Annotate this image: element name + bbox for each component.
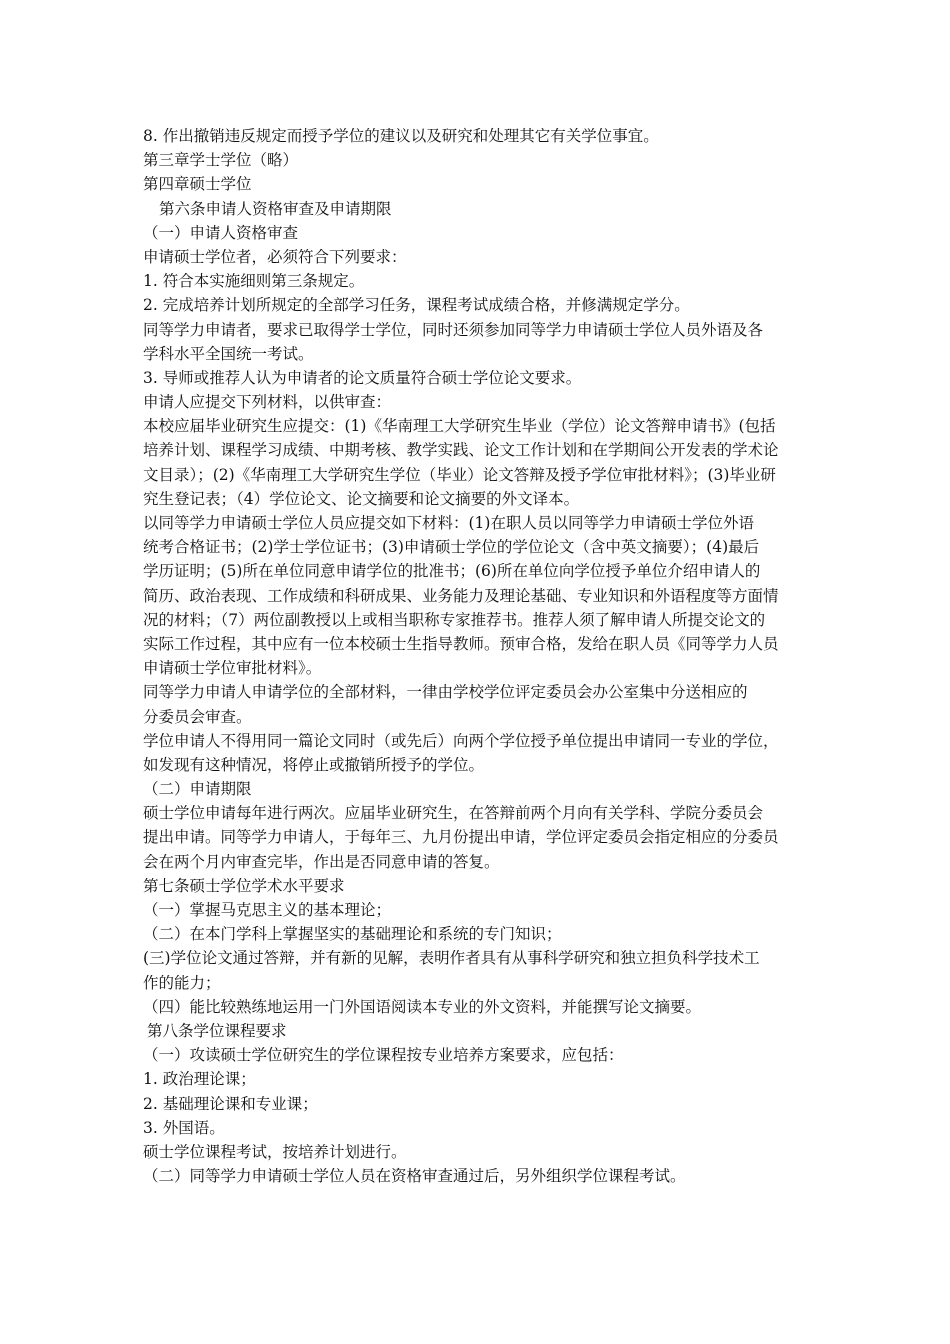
list-item: 2. 基础理论课和专业课； — [143, 1094, 318, 1113]
text-line: 学历证明；(5)所在单位同意申请学位的批准书；(6)所在单位向学位授予单位介绍申请人的 — [143, 562, 761, 581]
text-line: 简历、政治表现、工作成绩和科研成果、业务能力及理论基础、专业知识和外语程度等方面情 — [143, 586, 779, 605]
text-line: 文目录）；(2)《华南理工大学研究生学位（毕业）论文答辩及授予学位审批材料》；(3)毕业研 — [143, 465, 776, 484]
text-line: 实际工作过程，其中应有一位本校硕士生指导教师。预审合格，发给在职人员《同等学力人员 — [143, 634, 779, 653]
chapter-heading: 第四章硕士学位 — [143, 175, 252, 194]
text-line: 申请人应提交下列材料，以供审查： — [143, 393, 392, 412]
text-line: 培养计划、课程学习成绩、中期考核、教学实践、论文工作计划和在学期间公开发表的学术论 — [143, 441, 779, 460]
text-line: 硕士学位申请每年进行两次。应届毕业研究生，在答辩前两个月向有关学科、学院分委员会 — [143, 804, 764, 823]
list-item: （一）掌握马克思主义的基本理论； — [143, 901, 392, 919]
text-line: 以同等学力申请硕士学位人员应提交如下材料：(1)在职人员以同等学力申请硕士学位外语 — [143, 514, 754, 532]
text-line: 分委员会审查。 — [143, 707, 252, 726]
text-line: 学位申请人不得用同一篇论文同时（或先后）向两个学位授予单位提出申请同一专业的学位， — [143, 731, 779, 750]
text-line: 学科水平全国统一考试。 — [143, 344, 314, 363]
article-heading: 第八条学位课程要求 — [147, 1021, 287, 1040]
list-item: （二）在本门学科上掌握坚实的基础理论和系统的专门知识； — [143, 925, 562, 944]
list-item: 2. 完成培养计划所规定的全部学习任务，课程考试成绩合格，并修满规定学分。 — [143, 296, 690, 315]
list-item: （四）能比较熟练地运用一门外国语阅读本专业的外文资料，并能撰写论文摘要。 — [143, 997, 702, 1016]
text-line: 统考合格证书；(2)学士学位证书；(3)申请硕士学位的学位论文（含中英文摘要）；(4)最后 — [143, 538, 760, 557]
text-line: 作的能力； — [143, 973, 221, 992]
chapter-heading: 第三章学士学位（略） — [143, 151, 299, 170]
document-body — [143, 124, 815, 1188]
text-line: 如发现有这种情况，将停止或撤销所授予的学位。 — [143, 755, 485, 774]
section-heading: （一）申请人资格审查 — [143, 223, 299, 242]
text-line: 提出申请。同等学力申请人，于每年三、九月份提出申请，学位评定委员会指定相应的分委员 — [143, 828, 779, 847]
section-heading: （二）申请期限 — [143, 780, 252, 799]
text-line: 同等学力申请人申请学位的全部材料，一律由学校学位评定委员会办公室集中分送相应的 — [143, 683, 748, 702]
list-item: 3. 外国语。 — [143, 1118, 225, 1137]
section-heading: （二）同等学力申请硕士学位人员在资格审查通过后，另外组织学位课程考试。 — [143, 1167, 686, 1186]
text-line: 8. 作出撤销违反规定而授予学位的建议以及研究和处理其它有关学位事宜。 — [143, 127, 659, 145]
section-heading: （一）攻读硕士学位研究生的学位课程按专业培养方案要求，应包括： — [143, 1046, 624, 1065]
article-heading: 第七条硕士学位学术水平要求 — [143, 876, 345, 895]
text-line: 申请硕士学位者，必须符合下列要求： — [143, 247, 407, 266]
list-item: 1. 政治理论课； — [143, 1070, 256, 1089]
text-line: 况的材料；（7）两位副教授以上或相当职称专家推荐书。推荐人须了解申请人所提交论文的 — [143, 610, 766, 629]
list-item: (三)学位论文通过答辩，并有新的见解，表明作者具有从事科学研究和独立担负科学技术工 — [143, 949, 760, 968]
text-line: 申请硕士学位审批材料》。 — [143, 659, 322, 678]
text-line: 究生登记表；（4）学位论文、论文摘要和论文摘要的外文译本。 — [143, 489, 580, 508]
list-item: 3. 导师或推荐人认为申请者的论文质量符合硕士学位论文要求。 — [143, 368, 582, 387]
text-line: 硕士学位课程考试，按培养计划进行。 — [143, 1142, 407, 1161]
list-item: 1. 符合本实施细则第三条规定。 — [143, 272, 365, 291]
text-line: 会在两个月内审查完毕，作出是否同意申请的答复。 — [143, 852, 500, 871]
article-heading: 第六条申请人资格审查及申请期限 — [159, 199, 392, 218]
text-line: 同等学力申请者，要求已取得学士学位，同时还须参加同等学力申请硕士学位人员外语及各 — [143, 320, 764, 339]
text-line: 本校应届毕业研究生应提交：(1)《华南理工大学研究生毕业（学位）论文答辩申请书》(包括 — [143, 417, 776, 436]
